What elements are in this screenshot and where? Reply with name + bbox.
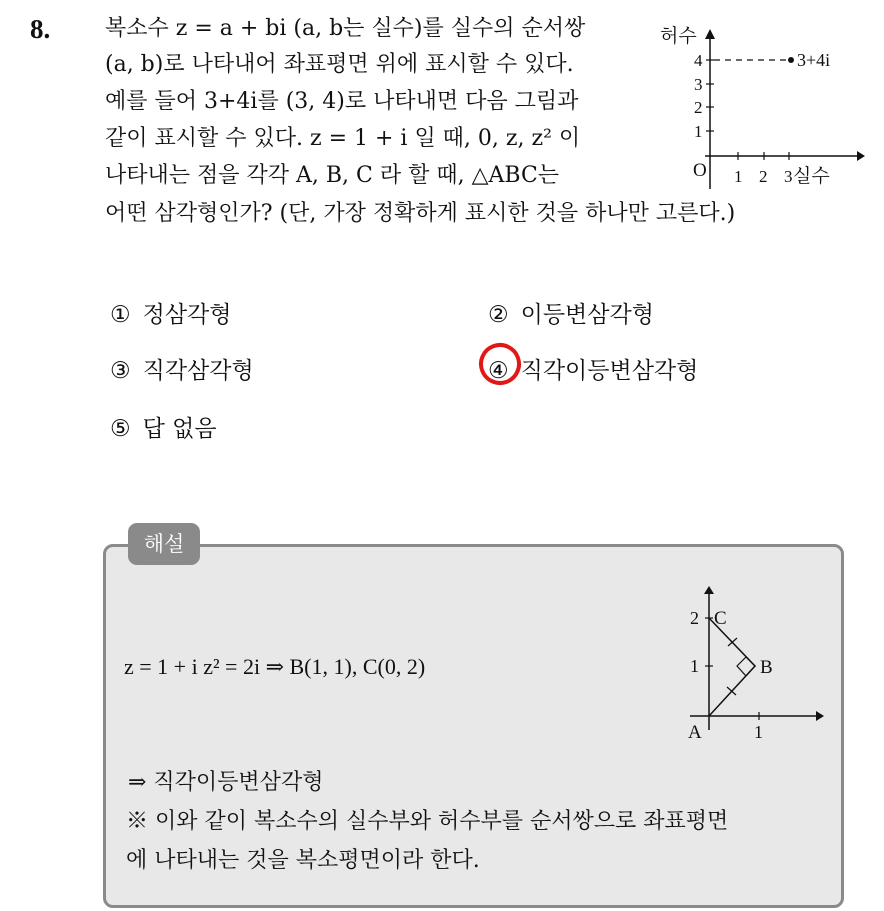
solution-note-line-2: 에 나타내는 것을 복소평면이라 한다. bbox=[126, 848, 480, 873]
choice-3[interactable] bbox=[110, 352, 254, 385]
choice-3-number: ③ bbox=[110, 358, 131, 384]
y-tick-3: 3 bbox=[694, 75, 703, 94]
choice-5[interactable] bbox=[110, 410, 217, 443]
sol-y-tick-1: 1 bbox=[690, 656, 699, 676]
choice-5-label: 답 없음 bbox=[142, 416, 217, 442]
origin-label: O bbox=[693, 160, 707, 181]
choice-1[interactable] bbox=[110, 296, 232, 329]
choice-4-number: ④ bbox=[488, 358, 509, 384]
label-B: B bbox=[760, 657, 773, 678]
question-number: 8. bbox=[30, 14, 51, 44]
question-line-2: (a, b)로 나타내어 좌표평면 위에 표시할 수 있다. bbox=[105, 52, 574, 77]
sol-y-arrow bbox=[704, 586, 714, 594]
question-line-3: 예를 들어 3+4i를 (3, 4)로 나타내면 다음 그림과 bbox=[105, 89, 579, 114]
x-tick-1: 1 bbox=[734, 167, 743, 186]
triangle-sides bbox=[709, 618, 755, 716]
y-tick-2: 2 bbox=[694, 98, 703, 117]
y-axis-arrow bbox=[705, 29, 715, 39]
choice-1-number: ① bbox=[110, 302, 131, 328]
sol-y-tick-2: 2 bbox=[690, 608, 699, 628]
question-line-1: 복소수 z = a + bi (a, b는 실수)를 실수의 순서쌍 bbox=[105, 16, 586, 41]
choice-2-number: ② bbox=[488, 302, 509, 328]
label-C: C bbox=[714, 608, 727, 629]
choice-1-label: 정삼각형 bbox=[142, 302, 232, 328]
question-line-6: 어떤 삼각형인가? (단, 가장 정확하게 표시한 것을 하나만 고른다.) bbox=[105, 201, 736, 226]
choice-2-label: 이등변삼각형 bbox=[520, 302, 654, 328]
x-tick-3: 3 bbox=[784, 167, 793, 186]
choice-4-label: 직각이등변삼각형 bbox=[520, 358, 699, 384]
solution-equation: z = 1 + i z² = 2i ⇒ B(1, 1), C(0, 2) bbox=[124, 654, 426, 679]
solution-result: ⇒ 직각이등변삼각형 bbox=[128, 770, 324, 795]
solution-tab: 해설 bbox=[128, 523, 200, 565]
choice-3-label: 직각삼각형 bbox=[142, 358, 254, 384]
choice-2[interactable] bbox=[488, 296, 654, 329]
y-tick-4: 4 bbox=[694, 51, 703, 70]
solution-note-line-1: ※ 이와 같이 복소수의 실수부와 허수부를 순서쌍으로 좌표평면 bbox=[126, 809, 729, 834]
question-line-4: 같이 표시할 수 있다. z = 1 + i 일 때, 0, z, z² 이 bbox=[105, 126, 581, 151]
x-tick-2: 2 bbox=[759, 167, 768, 186]
complex-plane-figure bbox=[655, 14, 870, 194]
label-A: A bbox=[688, 722, 702, 743]
question-line-5: 나타내는 점을 각각 A, B, C 라 할 때, △ABC는 bbox=[105, 163, 560, 188]
x-axis-arrow bbox=[857, 151, 865, 161]
point-label: 3+4i bbox=[797, 50, 831, 70]
sol-x-tick-1: 1 bbox=[754, 722, 763, 742]
y-tick-1: 1 bbox=[694, 122, 703, 141]
sol-x-arrow bbox=[816, 711, 824, 721]
solution-triangle-figure bbox=[680, 580, 830, 750]
point-3-4i bbox=[788, 57, 794, 63]
y-axis-label: 허수 bbox=[660, 26, 697, 47]
choice-5-number: ⑤ bbox=[110, 416, 131, 442]
x-axis-label: 실수 bbox=[793, 166, 830, 187]
